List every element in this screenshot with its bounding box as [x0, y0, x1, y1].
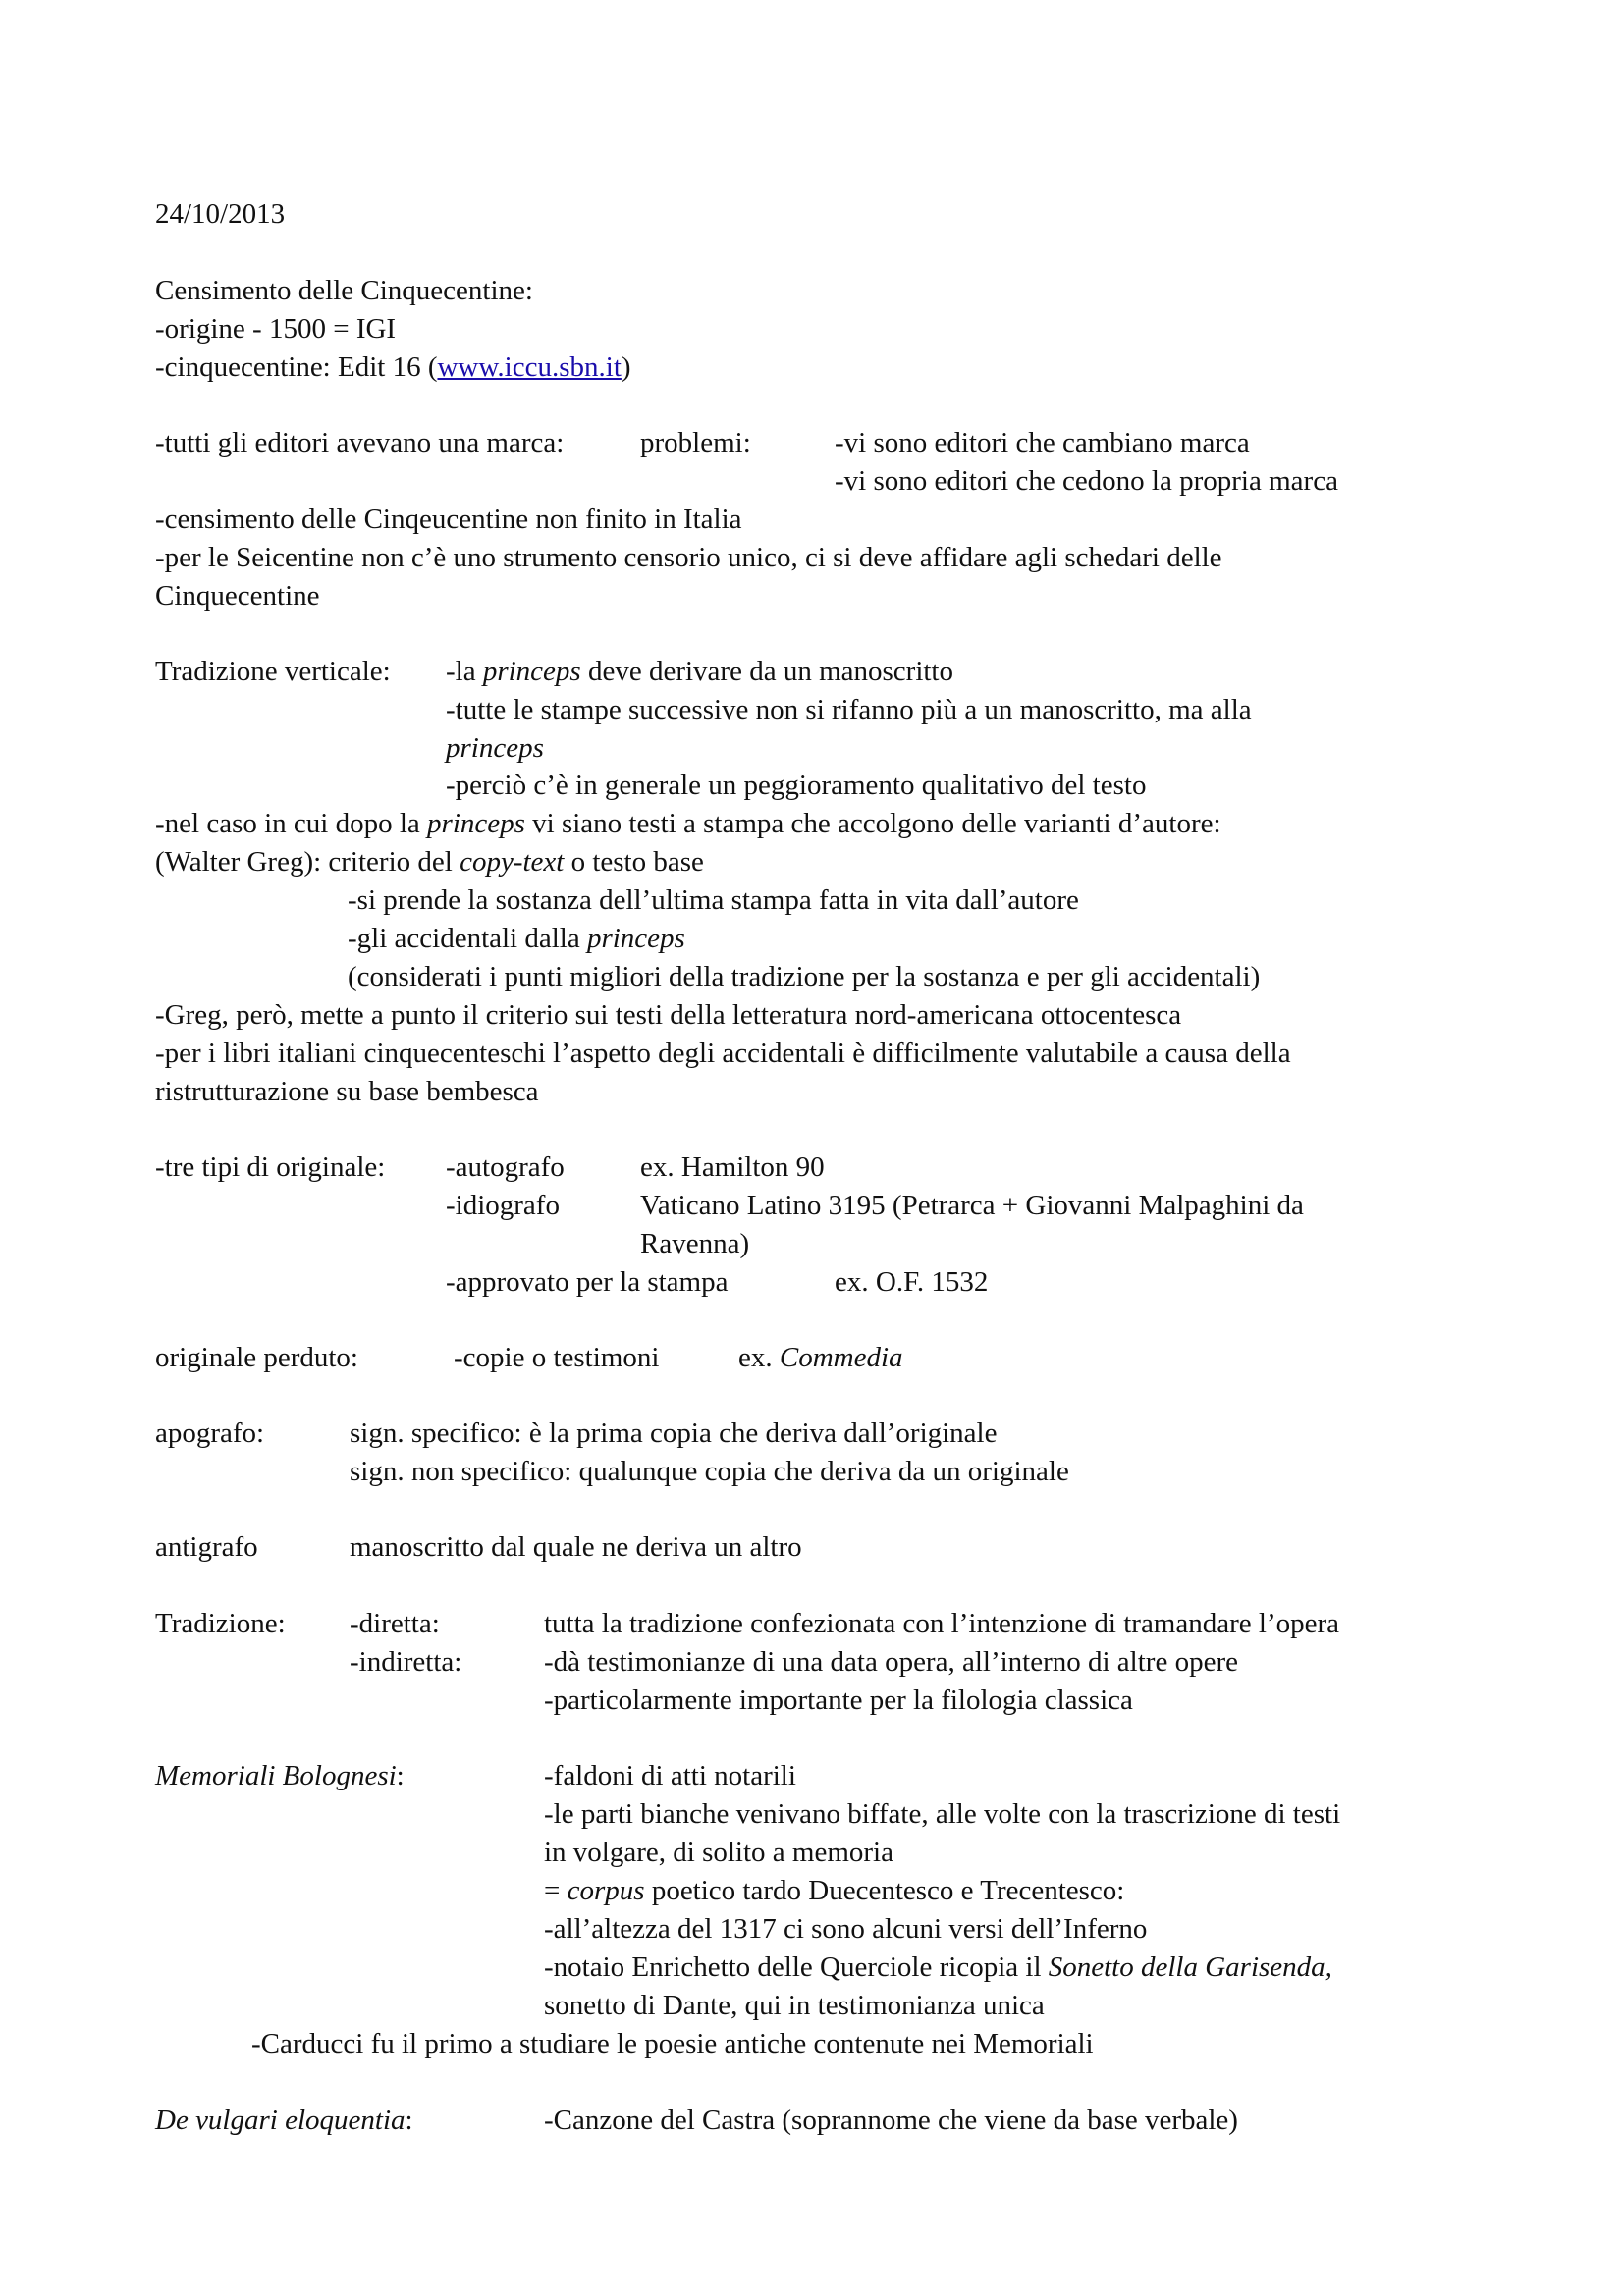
cinq-line-2-close: ): [621, 351, 631, 383]
antigrafo-def: manoscritto dal quale ne deriva un altro: [350, 1531, 802, 1563]
cinq-line-2-text: -cinquecentine: Edit 16 (: [155, 351, 438, 383]
editori-line-4: -per le Seicentine non c’è uno strumento censorio unico, ci si deve affidare agli schedari delle: [155, 542, 1222, 573]
greg-criterio-post: o testo base: [564, 846, 704, 878]
memoriali-line-1: -faldoni di atti notarili: [544, 1760, 796, 1791]
tv-point-1-pre: -la: [446, 656, 483, 687]
greg-accidentali: [348, 925, 685, 953]
memoriali-carducci: -Carducci fu il primo a studiare le poesie antiche contenute nei Memoriali: [251, 2028, 1094, 2059]
memoriali-label-colon: :: [396, 1760, 405, 1791]
memoriali-line-6-italic: Sonetto della Garisenda,: [1048, 1951, 1332, 1983]
greg-criterio-italic: copy-text: [460, 846, 565, 878]
editori-lead: -tutti gli editori avevano una marca:: [155, 427, 565, 458]
memoriali-line-6: [544, 1953, 1332, 1982]
editori-problemi: problemi:: [640, 427, 751, 458]
memoriali-line-4-post: poetico tardo Duecentesco e Trecentesco:: [644, 1875, 1125, 1906]
tradizione-indiretta-def-2: -particolarmente importante per la filologia classica: [544, 1684, 1133, 1716]
greg-accidentali-italic: princeps: [586, 923, 685, 954]
memoriali-line-5: -all’altezza del 1317 ci sono alcuni versi dell’Inferno: [544, 1913, 1148, 1945]
dve-label-italic: De vulgari eloquentia: [155, 2105, 406, 2136]
apografo-specifico: sign. specifico: è la prima copia che deriva dall’originale: [350, 1417, 998, 1449]
tradizione-diretta: -diretta:: [350, 1608, 440, 1639]
perduto-label: originale perduto:: [155, 1342, 358, 1373]
originale-idiografo-ex-cont: Ravenna): [640, 1228, 750, 1259]
cinq-title: Censimento delle Cinquecentine:: [155, 275, 533, 306]
editori-line-3: -censimento delle Cinqeucentine non finito in Italia: [155, 504, 742, 535]
memoriali-line-2: -le parti bianche venivano biffate, alle volte con la trascrizione di testi: [544, 1798, 1341, 1830]
perduto-ex-italic: Commedia: [779, 1342, 903, 1373]
apografo-label: apografo:: [155, 1417, 265, 1449]
tradizione-diretta-def: tutta la tradizione confezionata con l’intenzione di tramandare l’opera: [544, 1608, 1340, 1639]
iccu-link[interactable]: www.iccu.sbn.it: [437, 351, 622, 383]
greg-considerati: (considerati i punti migliori della tradizione per la sostanza e per gli accidentali): [348, 961, 1261, 992]
originale-autografo-ex: ex. Hamilton 90: [640, 1151, 825, 1183]
editori-problem-1: -vi sono editori che cambiano marca: [835, 427, 1250, 458]
memoriali-line-4-italic: corpus: [567, 1875, 645, 1906]
greg-accidentali-pre: -gli accidentali dalla: [348, 923, 587, 954]
memoriali-label: [155, 1762, 405, 1790]
tv-point-1-post: deve derivare da un manoscritto: [580, 656, 953, 687]
cinq-line-2: [155, 353, 631, 382]
tradizione-verticale-label: Tradizione verticale:: [155, 656, 391, 687]
memoriali-line-7: sonetto di Dante, qui in testimonianza unica: [544, 1990, 1045, 2021]
date: 24/10/2013: [155, 198, 286, 230]
greg-nordamericana: -Greg, però, mette a punto il criterio sui testi della letteratura nord-americana ottocentesca: [155, 999, 1182, 1031]
originali-label: -tre tipi di originale:: [155, 1151, 386, 1183]
greg-criterio: [155, 848, 704, 877]
tradizione-indiretta: -indiretta:: [350, 1646, 462, 1678]
memoriali-line-6-pre: -notaio Enrichetto delle Querciole ricopia il: [544, 1951, 1049, 1983]
tradizione-indiretta-def: -dà testimonianze di una data opera, all’interno di altre opere: [544, 1646, 1238, 1678]
memoriali-line-3: in volgare, di solito a memoria: [544, 1837, 893, 1868]
tv-point-2-cont: princeps: [446, 732, 544, 764]
originale-approvato: -approvato per la stampa: [446, 1266, 729, 1298]
memoriali-label-italic: Memoriali Bolognesi: [155, 1760, 397, 1791]
tv-point-3: -perciò c’è in generale un peggioramento qualitativo del testo: [446, 770, 1147, 801]
tv-varianti-italic: princeps: [427, 808, 525, 839]
perduto-ex: [738, 1344, 903, 1372]
tv-point-2: -tutte le stampe successive non si rifanno più a un manoscritto, ma alla: [446, 694, 1252, 725]
originale-idiografo-ex: Vaticano Latino 3195 (Petrarca + Giovanni Malpaghini da: [640, 1190, 1304, 1221]
tv-point-1: [446, 658, 953, 686]
dve-text: -Canzone del Castra (soprannome che viene da base verbale): [544, 2105, 1238, 2136]
tv-varianti-post: vi siano testi a stampa che accolgono delle varianti d’autore:: [524, 808, 1221, 839]
tv-varianti: [155, 810, 1221, 838]
originale-approvato-ex: ex. O.F. 1532: [835, 1266, 989, 1298]
editori-line-5: Cinquecentine: [155, 580, 320, 612]
greg-sostanza: -si prende la sostanza dell’ultima stampa fatta in vita dall’autore: [348, 884, 1079, 916]
dve-label: [155, 2107, 413, 2135]
greg-criterio-pre: (Walter Greg): criterio del: [155, 846, 460, 878]
libri-italiani: -per i libri italiani cinquecenteschi l’aspetto degli accidentali è difficilmente valutabile a causa della: [155, 1038, 1291, 1069]
libri-italiani-cont: ristrutturazione su base bembesca: [155, 1076, 539, 1107]
perduto-ex-pre: ex.: [738, 1342, 780, 1373]
editori-problem-2: -vi sono editori che cedono la propria marca: [835, 465, 1338, 497]
tv-point-1-italic: princeps: [482, 656, 581, 687]
originale-idiografo: -idiografo: [446, 1190, 560, 1221]
apografo-non-specifico: sign. non specifico: qualunque copia che deriva da un originale: [350, 1456, 1069, 1487]
dve-label-colon: :: [405, 2105, 413, 2136]
cinq-line-1: -origine - 1500 = IGI: [155, 313, 397, 345]
originale-autografo: -autografo: [446, 1151, 565, 1183]
tv-varianti-pre: -nel caso in cui dopo la: [155, 808, 428, 839]
memoriali-line-4-pre: =: [544, 1875, 568, 1906]
perduto-copie: -copie o testimoni: [454, 1342, 660, 1373]
tradizione-label: Tradizione:: [155, 1608, 286, 1639]
memoriali-line-4: [544, 1877, 1124, 1905]
antigrafo-label: antigrafo: [155, 1531, 258, 1563]
